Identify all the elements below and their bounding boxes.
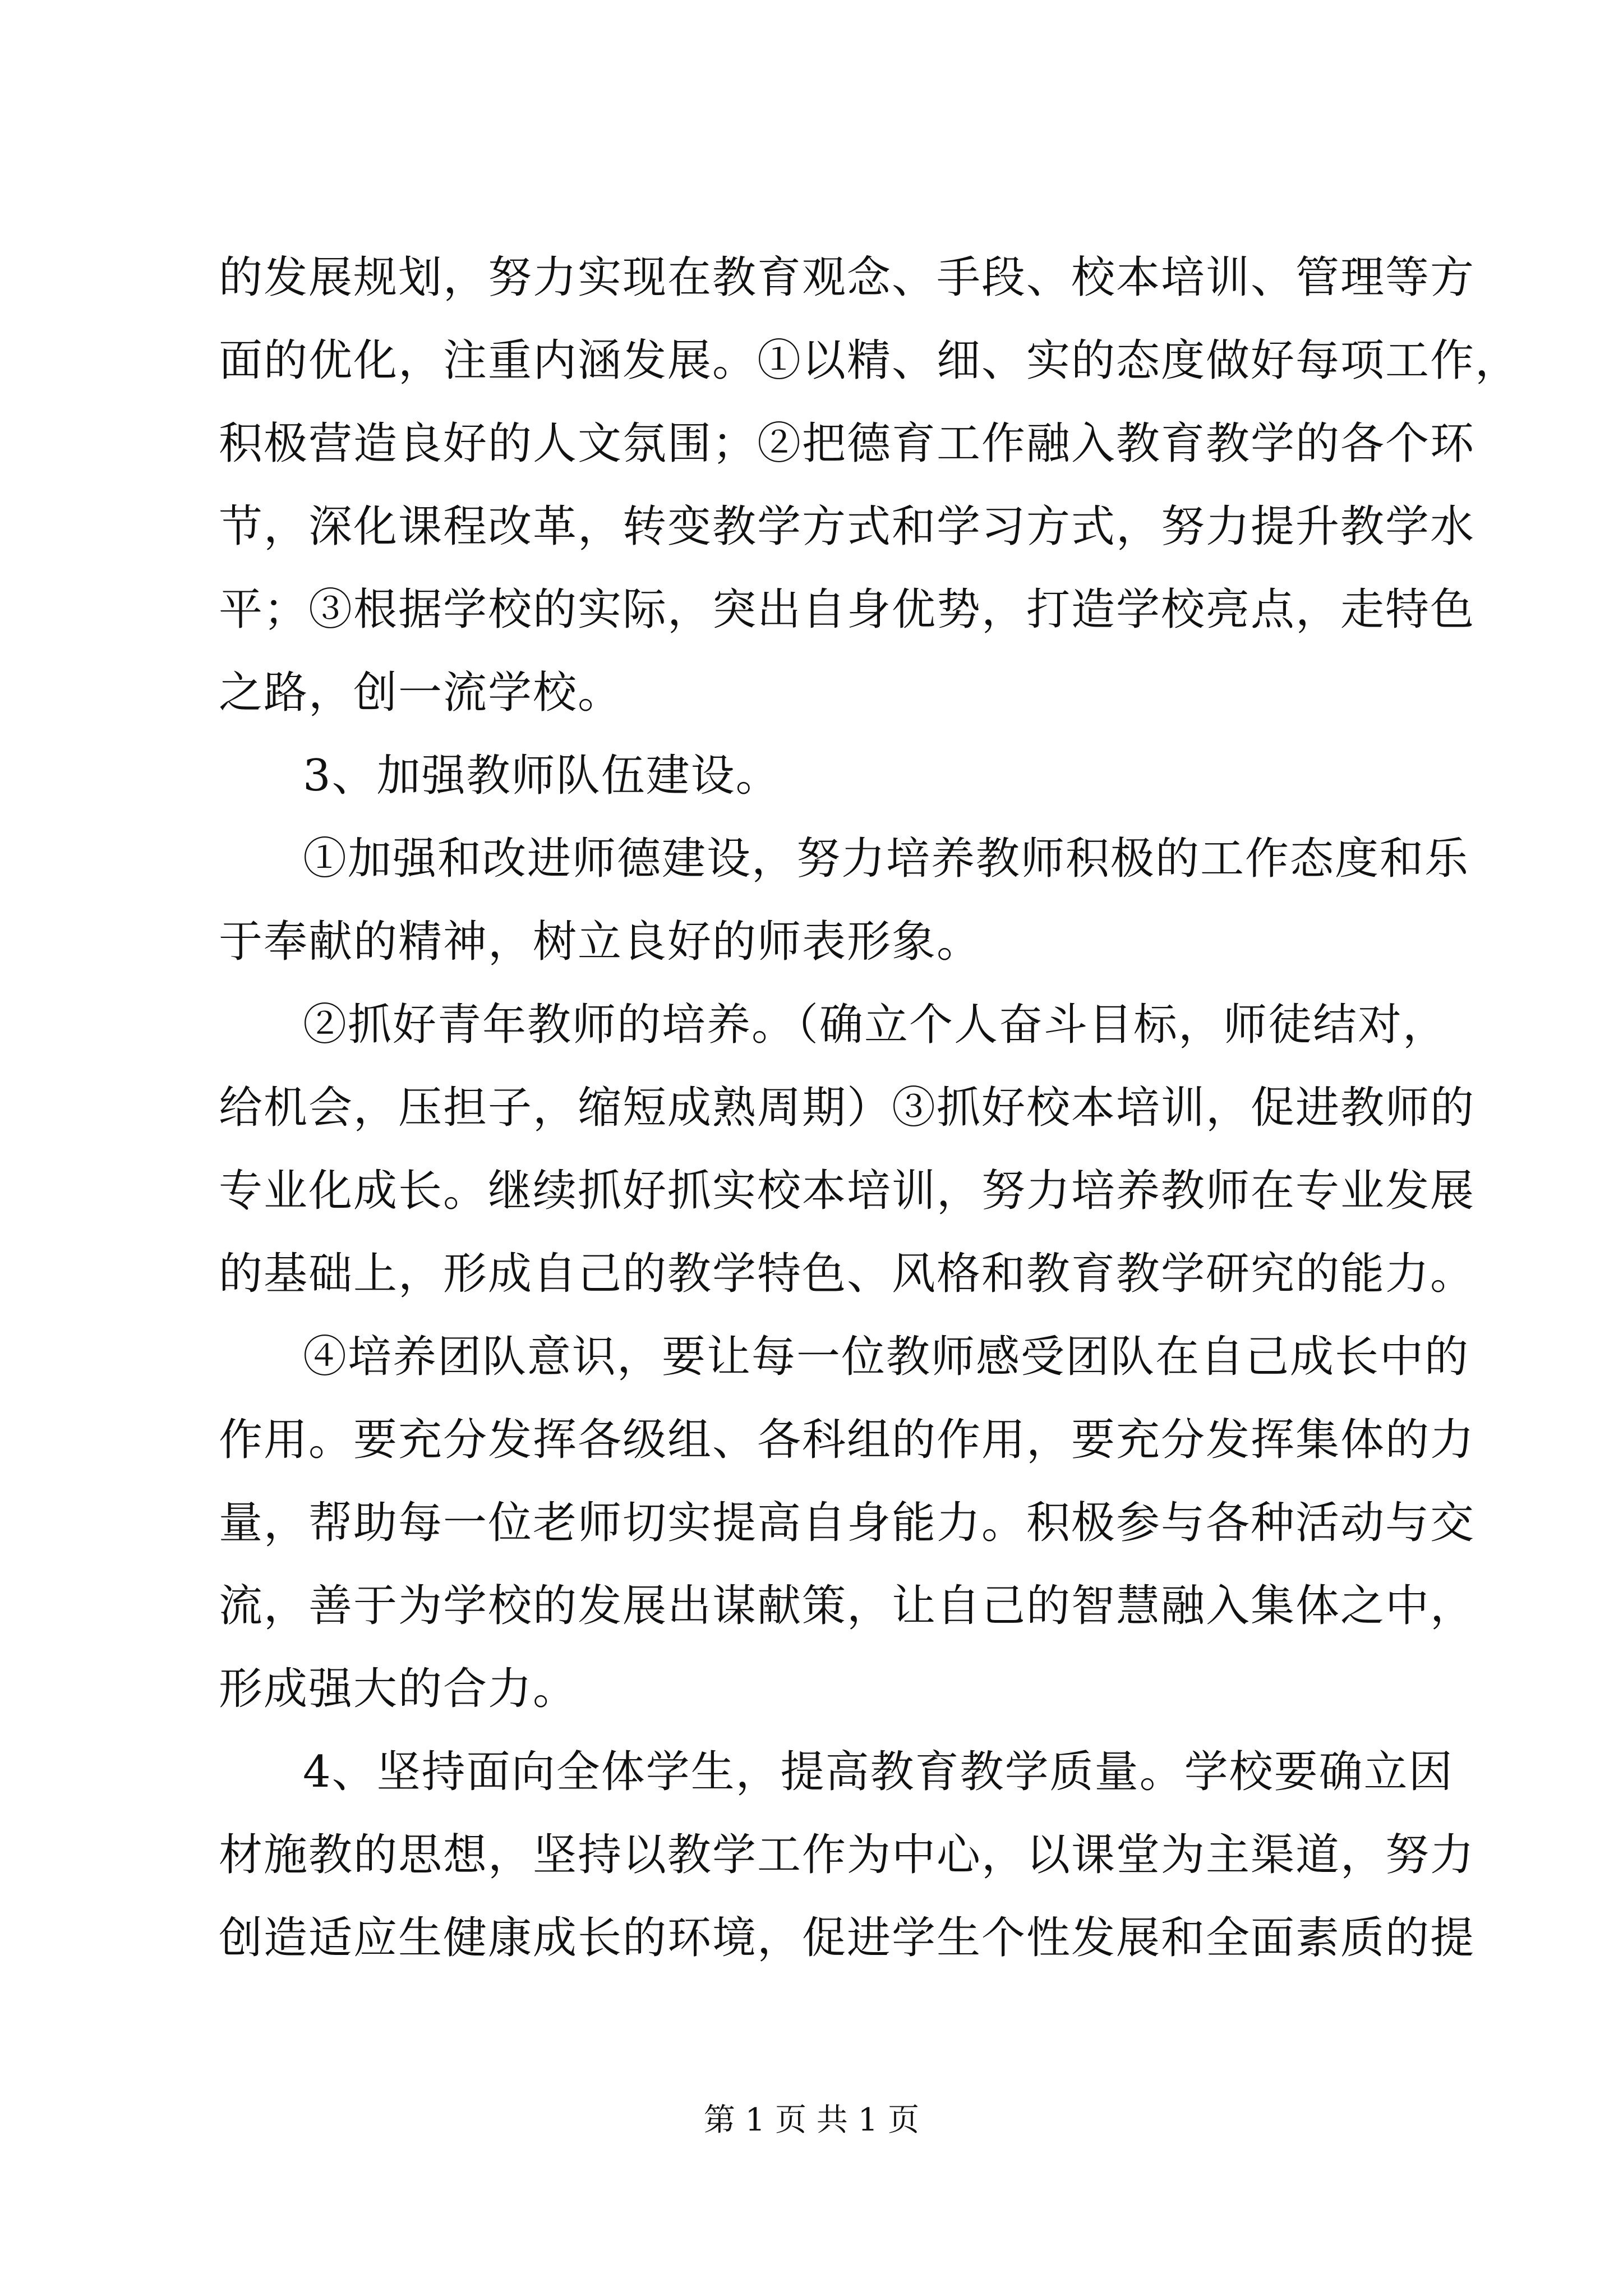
body-line: ④培养团队意识，要让每一位教师感受团队在自己成长中的 [303,1332,1470,1382]
body-line: 于奉献的精神，树立良好的师表形象。 [219,917,982,967]
page-number-footer: 第 1 页 共 1 页 [703,2102,920,2138]
body-line: 创造适应生健康成长的环境，促进学生个性发展和全面素质的提 [219,1913,1476,1963]
body-line: ①加强和改进师德建设，努力培养教师积极的工作态度和乐 [303,834,1470,884]
body-line: 节，深化课程改革，转变教学方式和学习方式，努力提升教学水 [219,501,1476,552]
body-line: 形成强大的合力。 [219,1664,578,1714]
body-line: 材施教的思想，坚持以教学工作为中心，以课堂为主渠道，努力 [219,1830,1476,1880]
body-line: ②抓好青年教师的培养。（确立个人奋斗目标，师徒结对， [303,1000,1448,1050]
body-line: 作用。要充分发挥各级组、各科组的作用，要充分发挥集体的力 [219,1415,1476,1465]
body-line: 之路，创一流学校。 [219,668,623,718]
body-line: 面的优化，注重内涵发展。①以精、细、实的态度做好每项工作， [219,335,1520,386]
body-line: 量，帮助每一位老师切实提高自身能力。积极参与各种活动与交 [219,1498,1476,1548]
body-line: 平；③根据学校的实际，突出自身优势，打造学校亮点，走特色 [219,585,1476,635]
body-line: 专业化成长。继续抓好抓实校本培训，努力培养教师在专业发展 [219,1166,1476,1216]
body-line: 流，善于为学校的发展出谋献策，让自己的智慧融入集体之中， [219,1581,1476,1631]
body-line: 的发展规划，努力实现在教育观念、手段、校本培训、管理等方 [219,252,1476,303]
section-heading-3: 3、加强教师队伍建设。 [303,751,781,801]
body-line: 的基础上，形成自己的教学特色、风格和教育教学研究的能力。 [219,1249,1476,1299]
section-heading-4: 4、坚持面向全体学生，提高教育教学质量。学校要确立因 [303,1747,1454,1797]
body-line: 给机会，压担子，缩短成熟周期）③抓好校本培训，促进教师的 [219,1083,1476,1133]
body-line: 积极营造良好的人文氛围；②把德育工作融入教育教学的各个环 [219,418,1476,469]
